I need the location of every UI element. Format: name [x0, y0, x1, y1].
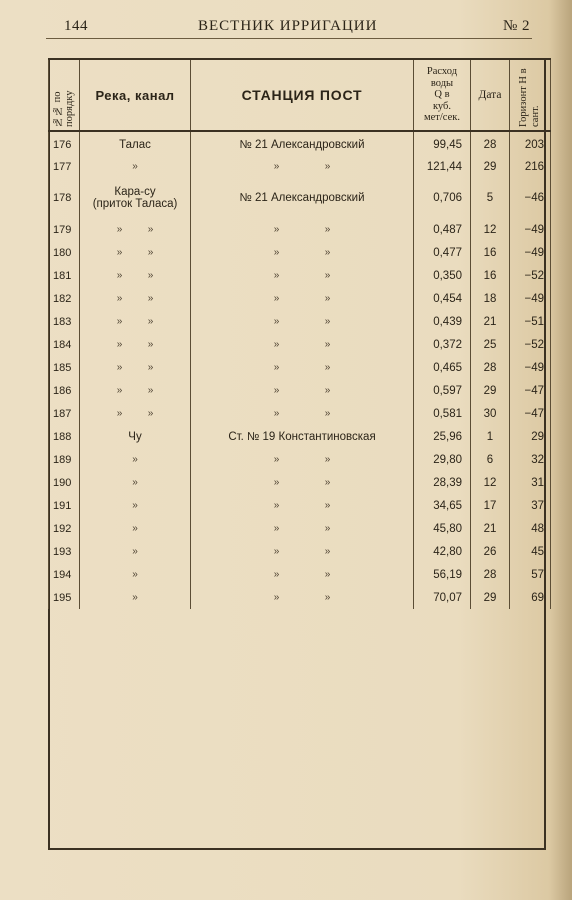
row-number: 176 [49, 131, 80, 155]
ditto-mark: » [116, 223, 123, 235]
flow-cell: 0,465 [414, 356, 471, 379]
ditto-mark: » [116, 315, 123, 327]
ditto-mark: » [273, 592, 280, 603]
level-cell: 45 [510, 540, 551, 563]
date-cell: 17 [471, 494, 510, 517]
level-cell: 37 [510, 494, 551, 517]
ditto-mark: » [324, 224, 331, 235]
ditto-mark: » [273, 500, 280, 511]
station-cell [191, 402, 414, 425]
table-row [49, 540, 551, 563]
ditto-mark: » [324, 161, 331, 172]
ditto-mark: » [273, 454, 280, 465]
ditto-mark: » [324, 500, 331, 511]
row-number: 192 [49, 517, 80, 540]
ditto-mark: » [132, 522, 138, 534]
river-cell [80, 264, 191, 287]
ditto-mark: » [147, 384, 154, 396]
level-cell: 31 [510, 471, 551, 494]
station-cell [191, 586, 414, 609]
flow-cell: 0,706 [414, 178, 471, 218]
river-cell [80, 586, 191, 609]
row-number: 185 [49, 356, 80, 379]
date-cell: 1 [471, 425, 510, 448]
river-cell [80, 494, 191, 517]
flow-cell: 0,372 [414, 333, 471, 356]
table-row [49, 448, 551, 471]
ditto-mark: » [132, 591, 138, 603]
date-cell: 16 [471, 241, 510, 264]
table-row [49, 494, 551, 517]
table-body [49, 131, 551, 609]
date-cell: 6 [471, 448, 510, 471]
table-row [49, 586, 551, 609]
table-row [49, 287, 551, 310]
row-number: 193 [49, 540, 80, 563]
ditto-mark: » [324, 316, 331, 327]
level-cell: 203 [510, 131, 551, 155]
ditto-mark: » [324, 477, 331, 488]
level-cell: −49 [510, 241, 551, 264]
ditto-mark: » [116, 292, 123, 304]
level-cell: −47 [510, 402, 551, 425]
ditto-mark: » [273, 477, 280, 488]
flow-cell: 28,39 [414, 471, 471, 494]
station-cell [191, 241, 414, 264]
station-cell: № 21 Александровский [191, 178, 414, 218]
table-row [49, 425, 551, 448]
ditto-mark: » [116, 361, 123, 373]
ditto-mark: » [147, 315, 154, 327]
row-number: 177 [49, 155, 80, 178]
ditto-mark: » [273, 293, 280, 304]
date-cell: 21 [471, 310, 510, 333]
ditto-mark: » [116, 246, 123, 258]
date-cell: 12 [471, 218, 510, 241]
ditto-mark: » [273, 408, 280, 419]
ditto-mark: » [132, 453, 138, 465]
ditto-mark: » [324, 293, 331, 304]
level-cell: −49 [510, 287, 551, 310]
table-row [49, 563, 551, 586]
ditto-mark: » [273, 339, 280, 350]
ditto-mark: » [147, 361, 154, 373]
row-number: 189 [49, 448, 80, 471]
col-header-date: Дата [471, 59, 510, 131]
river-cell [80, 471, 191, 494]
date-cell: 25 [471, 333, 510, 356]
level-cell: 216 [510, 155, 551, 178]
flow-cell: 56,19 [414, 563, 471, 586]
row-number: 181 [49, 264, 80, 287]
ditto-mark: » [324, 546, 331, 557]
ditto-mark: » [147, 223, 154, 235]
level-cell: 32 [510, 448, 551, 471]
ditto-mark: » [324, 454, 331, 465]
row-number: 195 [49, 586, 80, 609]
river-cell: Чу [80, 425, 191, 448]
station-cell [191, 356, 414, 379]
level-cell: −46 [510, 178, 551, 218]
river-cell [80, 333, 191, 356]
col-header-flow: Расход воды Q в куб. мет/сек. [414, 59, 471, 131]
ditto-mark: » [147, 292, 154, 304]
date-cell: 16 [471, 264, 510, 287]
level-cell: −52 [510, 264, 551, 287]
row-number: 194 [49, 563, 80, 586]
station-cell: № 21 Александровский [191, 131, 414, 155]
flow-cell: 0,597 [414, 379, 471, 402]
ditto-mark: » [132, 160, 138, 172]
ditto-mark: » [273, 316, 280, 327]
ditto-mark: » [324, 339, 331, 350]
table-row [49, 402, 551, 425]
station-cell [191, 264, 414, 287]
page-number: 144 [64, 18, 88, 34]
river-cell [80, 155, 191, 178]
table-row [49, 155, 551, 178]
level-cell: −52 [510, 333, 551, 356]
col-header-river: Река, канал [80, 59, 191, 131]
hydro-data-table [48, 58, 551, 609]
level-cell: −49 [510, 218, 551, 241]
ditto-mark: » [132, 499, 138, 511]
river-cell [80, 310, 191, 333]
row-number: 180 [49, 241, 80, 264]
date-cell: 21 [471, 517, 510, 540]
flow-cell: 45,80 [414, 517, 471, 540]
ditto-mark: » [324, 569, 331, 580]
ditto-mark: » [116, 269, 123, 281]
flow-cell: 0,581 [414, 402, 471, 425]
station-cell [191, 155, 414, 178]
table-header-row [49, 59, 551, 131]
station-cell [191, 287, 414, 310]
ditto-mark: » [324, 362, 331, 373]
table-row [49, 241, 551, 264]
river-cell [80, 356, 191, 379]
row-number: 191 [49, 494, 80, 517]
flow-cell: 29,80 [414, 448, 471, 471]
flow-cell: 0,487 [414, 218, 471, 241]
station-cell [191, 310, 414, 333]
river-cell [80, 448, 191, 471]
river-cell: Кара-су (приток Таласа) [80, 178, 191, 218]
col-header-num: №№ по порядку [49, 59, 80, 131]
row-number: 179 [49, 218, 80, 241]
ditto-mark: » [132, 545, 138, 557]
flow-cell: 0,454 [414, 287, 471, 310]
flow-cell: 70,07 [414, 586, 471, 609]
station-cell [191, 494, 414, 517]
table-row [49, 379, 551, 402]
ditto-mark: » [324, 247, 331, 258]
row-number: 190 [49, 471, 80, 494]
date-cell: 28 [471, 356, 510, 379]
station-cell [191, 471, 414, 494]
river-cell [80, 241, 191, 264]
header-rule [46, 38, 532, 39]
river-cell [80, 563, 191, 586]
date-cell: 28 [471, 131, 510, 155]
row-number: 186 [49, 379, 80, 402]
station-cell [191, 448, 414, 471]
ditto-mark: » [132, 476, 138, 488]
ditto-mark: » [324, 385, 331, 396]
date-cell: 30 [471, 402, 510, 425]
ditto-mark: » [147, 338, 154, 350]
river-cell [80, 402, 191, 425]
table-row [49, 517, 551, 540]
ditto-mark: » [273, 161, 280, 172]
table-row [49, 310, 551, 333]
river-cell [80, 540, 191, 563]
ditto-mark: » [116, 407, 123, 419]
running-head [52, 14, 532, 38]
level-cell: 69 [510, 586, 551, 609]
row-number: 187 [49, 402, 80, 425]
row-number: 178 [49, 178, 80, 218]
river-cell [80, 287, 191, 310]
table-row [49, 264, 551, 287]
station-cell: Ст. № 19 Константиновская [191, 425, 414, 448]
ditto-mark: » [147, 269, 154, 281]
row-number: 183 [49, 310, 80, 333]
row-number: 184 [49, 333, 80, 356]
ditto-mark: » [273, 362, 280, 373]
flow-cell: 34,65 [414, 494, 471, 517]
table-row [49, 218, 551, 241]
flow-cell: 25,96 [414, 425, 471, 448]
date-cell: 12 [471, 471, 510, 494]
row-number: 182 [49, 287, 80, 310]
flow-cell: 121,44 [414, 155, 471, 178]
ditto-mark: » [116, 338, 123, 350]
flow-cell: 0,477 [414, 241, 471, 264]
table-row [49, 471, 551, 494]
river-cell [80, 218, 191, 241]
river-cell [80, 379, 191, 402]
date-cell: 18 [471, 287, 510, 310]
ditto-mark: » [116, 384, 123, 396]
ditto-mark: » [132, 568, 138, 580]
river-cell [80, 517, 191, 540]
river-cell: Талас [80, 131, 191, 155]
ditto-mark: » [324, 270, 331, 281]
ditto-mark: » [324, 408, 331, 419]
station-cell [191, 333, 414, 356]
level-cell: 29 [510, 425, 551, 448]
ditto-mark: » [273, 569, 280, 580]
date-cell: 29 [471, 586, 510, 609]
ditto-mark: » [273, 385, 280, 396]
station-cell [191, 517, 414, 540]
col-header-station: СТАНЦИЯ ПОСТ [191, 59, 414, 131]
level-cell: −49 [510, 356, 551, 379]
level-cell: −47 [510, 379, 551, 402]
station-cell [191, 563, 414, 586]
ditto-mark: » [273, 247, 280, 258]
col-header-level: Горизонт H в сант. [510, 59, 551, 131]
station-cell [191, 379, 414, 402]
date-cell: 29 [471, 155, 510, 178]
station-cell [191, 540, 414, 563]
date-cell: 26 [471, 540, 510, 563]
station-cell [191, 218, 414, 241]
ditto-mark: » [324, 592, 331, 603]
ditto-mark: » [147, 407, 154, 419]
table-row [49, 333, 551, 356]
flow-cell: 0,439 [414, 310, 471, 333]
level-cell: −51 [510, 310, 551, 333]
flow-cell: 0,350 [414, 264, 471, 287]
table-row [49, 178, 551, 218]
date-cell: 29 [471, 379, 510, 402]
issue-number: № 2 [502, 18, 530, 34]
date-cell: 5 [471, 178, 510, 218]
level-cell: 57 [510, 563, 551, 586]
level-cell: 48 [510, 517, 551, 540]
ditto-mark: » [273, 270, 280, 281]
date-cell: 28 [471, 563, 510, 586]
flow-cell: 99,45 [414, 131, 471, 155]
ditto-mark: » [273, 523, 280, 534]
ditto-mark: » [273, 224, 280, 235]
row-number: 188 [49, 425, 80, 448]
ditto-mark: » [273, 546, 280, 557]
ditto-mark: » [324, 523, 331, 534]
table-row [49, 356, 551, 379]
table-row [49, 131, 551, 155]
journal-title: ВЕСТНИК ИРРИГАЦИИ [198, 18, 378, 34]
flow-cell: 42,80 [414, 540, 471, 563]
ditto-mark: » [147, 246, 154, 258]
